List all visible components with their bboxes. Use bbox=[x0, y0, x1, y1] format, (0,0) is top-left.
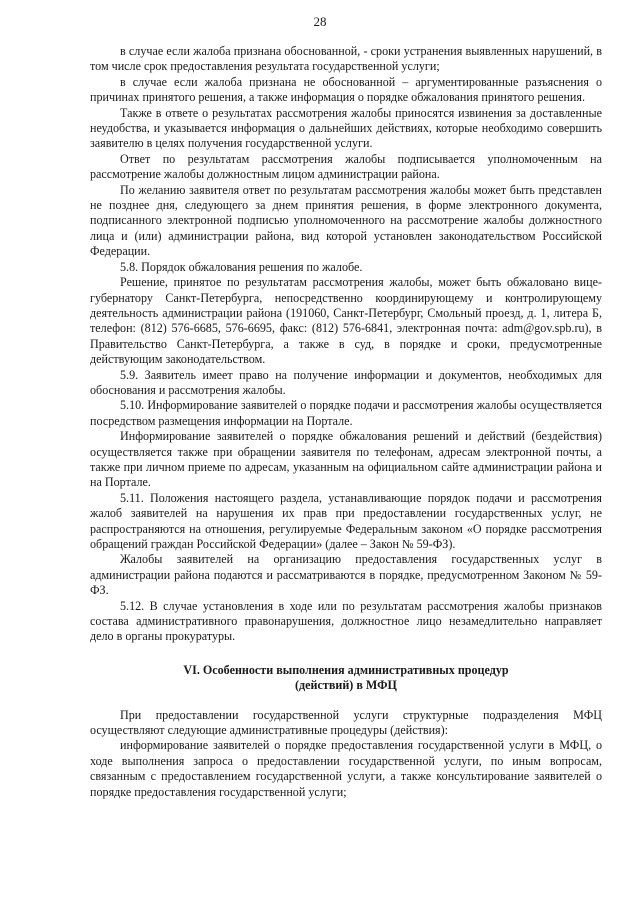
paragraph: 5.10. Информирование заявителей о порядке подачи и рассмотрения жалобы осуществляется посредством размещения информации на Портале. bbox=[90, 398, 602, 428]
paragraph: 5.9. Заявитель имеет право на получение информации и документов, необходимых для обоснования и рассмотрения жалобы. bbox=[90, 367, 602, 397]
section-heading bbox=[90, 663, 602, 694]
section-heading-line: (действий) в МФЦ bbox=[295, 678, 397, 693]
paragraph: По желанию заявителя ответ по результатам рассмотрения жалобы может быть представлен не позднее дня, следующего за днем принятия решения, в форме электронного документа, подписанного электронной подписью уполномоченного на рассмотрение жалобы должностного лица и (или) администрации района, вид которой установлен законодательством Российской Федерации. bbox=[90, 182, 602, 259]
page-number: 28 bbox=[313, 14, 327, 29]
paragraph: Ответ по результатам рассмотрения жалобы подписывается уполномоченным на рассмотрение жалобы должностным лицом администрации района. bbox=[90, 151, 602, 182]
paragraph: 5.11. Положения настоящего раздела, устанавливающие порядок подачи и рассмотрения жалоб заявителей на нарушения их прав при предоставлении государственных услуг, не распространяются на отношения, регулируемые Федеральным законом «О порядке рассмотрения обращений граждан Российской Федерации» (далее – Закон № 59-ФЗ). bbox=[90, 490, 602, 551]
section-heading-line: VI. Особенности выполнения административных процедур bbox=[183, 662, 509, 677]
paragraph: Также в ответе о результатах рассмотрения жалобы приносятся извинения за доставленные неудобства, и указывается информация о дальнейших действиях, которые необходимо совершить заявителю в целях получения государственной услуги. bbox=[90, 105, 602, 151]
paragraph: в случае если жалоба признана не обоснованной – аргументированные разъяснения о причинах принятого решения, а также информация о порядке обжалования принятого решения. bbox=[90, 74, 602, 105]
paragraph: При предоставлении государственной услуги структурные подразделения МФЦ осуществляют следующие административные процедуры (действия): bbox=[90, 707, 602, 738]
paragraph: информирование заявителей о порядке предоставления государственной услуги в МФЦ, о ходе выполнения запроса о предоставлении государственной услуги, по иным вопросам, связанным с предоставлением государственной услуги, а также консультирование заявителей о порядке предоставления государственной услуги; bbox=[90, 738, 602, 799]
paragraph: Жалобы заявителей на организацию предоставления государственных услуг в администрации района подаются и рассматриваются в порядке, предусмотренном Законом № 59-ФЗ. bbox=[90, 552, 602, 598]
paragraph: Решение, принятое по результатам рассмотрения жалобы, может быть обжаловано вице-губернатору Санкт-Петербурга, непосредственно координирующему и контролирующему деятельность администрации района (191060, Санкт-Петербург, Смольный проезд, д. 1, литера Б, телефон: (812) 576-6685, 576-6695, факс: (812) 576-6841, электронная почта: adm@gov.spb.ru), в Правительство Санкт-Петербурга, а также в суд, в порядке и сроки, предусмотренные действующим законодательством. bbox=[90, 275, 602, 367]
paragraph: 5.12. В случае установления в ходе или по результатам рассмотрения жалобы признаков состава административного правонарушения, должностное лицо незамедлительно направляет дело в органы прокуратуры. bbox=[90, 598, 602, 644]
paragraph: в случае если жалоба признана обоснованной, - сроки устранения выявленных нарушений, в том числе срок предоставления результата государственной услуги; bbox=[90, 44, 602, 74]
paragraph: Информирование заявителей о порядке обжалования решений и действий (бездействия) осуществляется также при обращении заявителя по телефонам, адресам электронной почты, а также при личном приеме по адресам, указанным на официальном сайте администрации района и на Портале. bbox=[90, 429, 602, 490]
document-body bbox=[90, 44, 602, 800]
paragraph: 5.8. Порядок обжалования решения по жалобе. bbox=[120, 259, 363, 274]
